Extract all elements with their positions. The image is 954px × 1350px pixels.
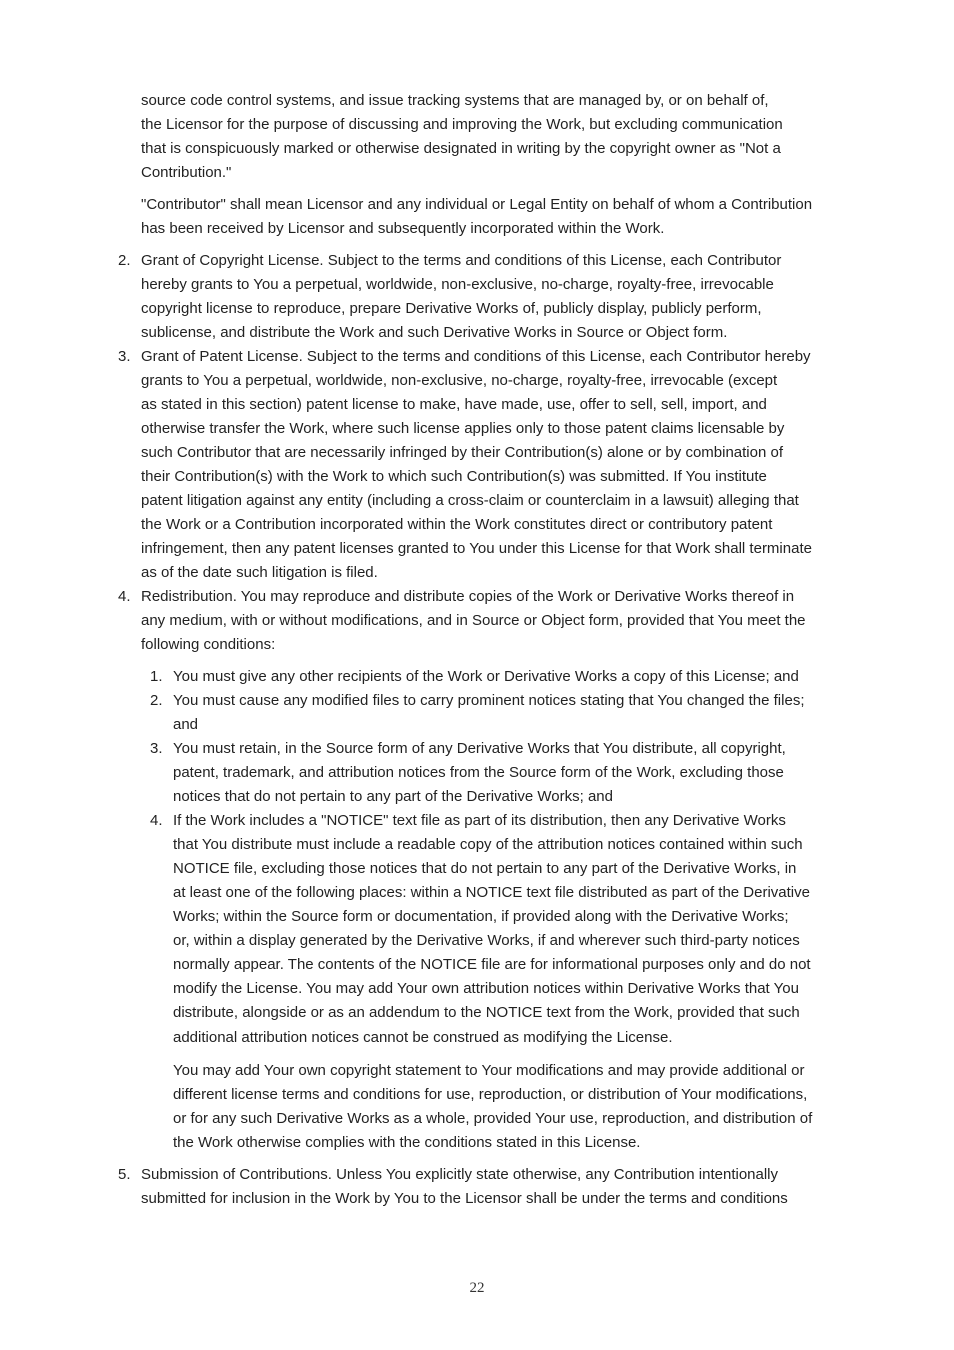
text-line: the Work otherwise complies with the conditions stated in this License. <box>173 1134 641 1151</box>
list-number: 4. <box>118 588 131 605</box>
text-line: If the Work includes a "NOTICE" text file as part of its distribution, then any Derivative Works <box>173 812 786 829</box>
text-line: Redistribution. You may reproduce and distribute copies of the Work or Derivative Works thereof in <box>141 588 795 605</box>
text-line: patent litigation against any entity (including a cross-claim or counterclaim in a lawsuit) alleging that <box>141 492 799 509</box>
text-line: submitted for inclusion in the Work by You to the Licensor shall be under the terms and conditions <box>141 1190 788 1207</box>
text-line: Grant of Patent License. Subject to the terms and conditions of this License, each Contributor hereby <box>141 348 811 365</box>
text-line: has been received by Licensor and subsequently incorporated within the Work. <box>141 220 665 237</box>
text-line: additional attribution notices cannot be construed as modifying the License. <box>173 1029 673 1046</box>
page-number: 22 <box>469 1280 485 1296</box>
text-line: or, within a display generated by the Derivative Works, if and wherever such third-party notices <box>173 932 800 949</box>
text-line: infringement, then any patent licenses granted to You under this License for that Work shall terminate <box>141 540 812 557</box>
text-line: otherwise transfer the Work, where such license applies only to those patent claims licensable by <box>141 420 785 437</box>
text-line: notices that do not pertain to any part of the Derivative Works; and <box>173 788 613 805</box>
text-line: and <box>173 716 199 733</box>
text-line: Works; within the Source form or documentation, if provided along with the Derivative Works; <box>173 908 789 925</box>
text-line: distribute, alongside or as an addendum to the NOTICE text from the Work, provided that such <box>173 1004 800 1021</box>
text-line: You may add Your own copyright statement to Your modifications and may provide additional or <box>173 1062 805 1079</box>
text-line: grants to You a perpetual, worldwide, non-exclusive, no-charge, royalty-free, irrevocable (except <box>141 372 778 389</box>
text-line: or for any such Derivative Works as a whole, provided Your use, reproduction, and distribution of <box>173 1110 813 1127</box>
text-line: Grant of Copyright License. Subject to the terms and conditions of this License, each Contributor <box>141 252 782 269</box>
list-number: 3. <box>150 740 163 757</box>
text-line: the Licensor for the purpose of discussing and improving the Work, but excluding communication <box>141 116 783 133</box>
text-line: "Contributor" shall mean Licensor and any individual or Legal Entity on behalf of whom a Contribution <box>141 196 813 213</box>
text-line: at least one of the following places: within a NOTICE text file distributed as part of the Derivative <box>173 884 810 901</box>
text-line: as of the date such litigation is filed. <box>141 564 378 581</box>
list-number: 1. <box>150 668 163 685</box>
list-number: 3. <box>118 348 131 365</box>
text-line: normally appear. The contents of the NOTICE file are for informational purposes only and do not <box>173 956 811 973</box>
text-line: source code control systems, and issue tracking systems that are managed by, or on behalf of, <box>141 92 769 109</box>
text-line: any medium, with or without modifications, and in Source or Object form, provided that You meet the <box>141 612 806 629</box>
text-line: copyright license to reproduce, prepare Derivative Works of, publicly display, publicly perform, <box>141 300 762 317</box>
list-number: 2. <box>118 252 131 269</box>
text-line: NOTICE file, excluding those notices that do not pertain to any part of the Derivative Works, in <box>173 860 797 877</box>
text-line: Contribution." <box>141 164 232 181</box>
text-line: modify the License. You may add Your own attribution notices within Derivative Works that You <box>173 980 799 997</box>
text-line: You must give any other recipients of the Work or Derivative Works a copy of this License; and <box>173 668 799 685</box>
text-line: that is conspicuously marked or otherwise designated in writing by the copyright owner as "Not a <box>141 140 781 157</box>
text-line: different license terms and conditions for use, reproduction, or distribution of Your modifications, <box>173 1086 808 1103</box>
text-line: hereby grants to You a perpetual, worldwide, non-exclusive, no-charge, royalty-free, irrevocable <box>141 276 774 293</box>
text-line: You must retain, in the Source form of any Derivative Works that You distribute, all copyright, <box>173 740 786 757</box>
text-line: patent, trademark, and attribution notices from the Source form of the Work, excluding those <box>173 764 784 781</box>
text-line: such Contributor that are necessarily infringed by their Contribution(s) alone or by combination of <box>141 444 783 461</box>
list-number: 5. <box>118 1166 131 1183</box>
text-line: their Contribution(s) with the Work to which such Contribution(s) was submitted. If You institute <box>141 468 767 485</box>
text-line: that You distribute must include a readable copy of the attribution notices contained within such <box>173 836 803 853</box>
list-number: 4. <box>150 812 163 829</box>
list-number: 2. <box>150 692 163 709</box>
text-line: as stated in this section) patent license to make, have made, use, offer to sell, sell, import, and <box>141 396 767 413</box>
text-line: following conditions: <box>141 636 276 653</box>
text-line: the Work or a Contribution incorporated within the Work constitutes direct or contributory patent <box>141 516 773 533</box>
text-line: You must cause any modified files to carry prominent notices stating that You changed the files; <box>173 692 805 709</box>
text-line: sublicense, and distribute the Work and such Derivative Works in Source or Object form. <box>141 324 728 341</box>
text-line: Submission of Contributions. Unless You explicitly state otherwise, any Contribution intentionally <box>141 1166 779 1183</box>
